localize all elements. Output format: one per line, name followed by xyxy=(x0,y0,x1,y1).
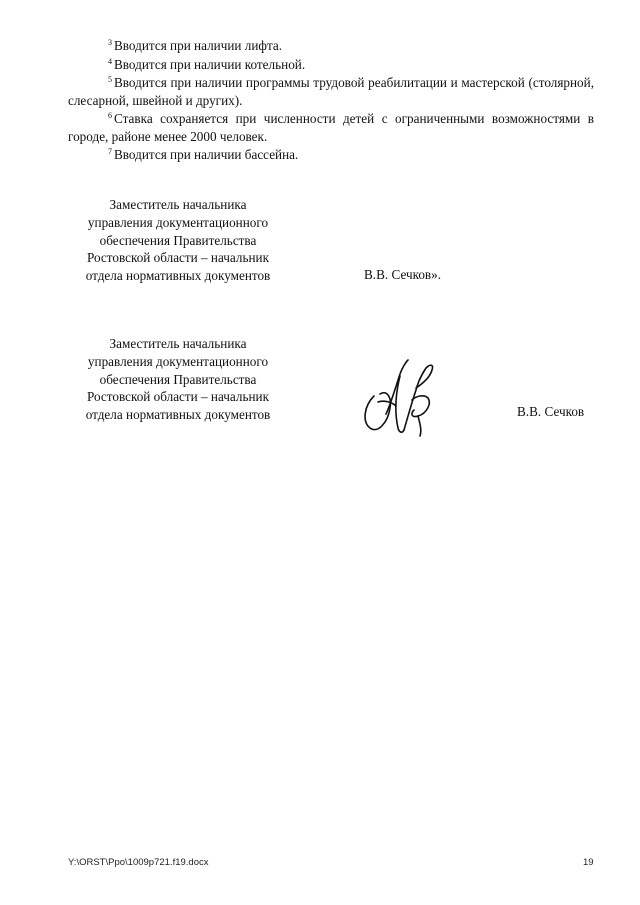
footnote-text: Вводится при наличии программы трудовой реабилитации и мастерской (столярной, слесарной, швейной и других). xyxy=(68,75,594,108)
title-line: отдела нормативных документов xyxy=(85,407,271,423)
title-line: управления документационного xyxy=(87,353,269,369)
footnote-text: Ставка сохраняется при численности детей с ограниченными возможностями в городе, районе менее 2000 человек. xyxy=(68,111,594,144)
footnote-text: Вводится при наличии котельной. xyxy=(114,57,306,72)
footnote-number: 3 xyxy=(108,38,112,47)
title-line: управления документационного xyxy=(87,214,269,230)
footer-file-path: Y:\ORST\Ppo\1009p721.f19.docx xyxy=(68,857,209,868)
title-line: Заместитель начальника xyxy=(109,197,247,212)
title-line: Заместитель начальника xyxy=(109,336,247,351)
signatory-title-2 xyxy=(60,335,296,424)
footnote-5 xyxy=(68,71,594,109)
footnote-number: 6 xyxy=(108,111,112,120)
footnote-text: Вводится при наличии бассейна. xyxy=(114,147,299,162)
footnote-3 xyxy=(68,34,594,55)
footnote-number: 5 xyxy=(108,75,112,84)
footnote-number: 7 xyxy=(108,147,112,156)
handwritten-signature xyxy=(360,356,440,438)
footnote-6 xyxy=(68,107,594,145)
signatory-title-1 xyxy=(60,196,296,285)
signatory-name-1: В.В. Сечков». xyxy=(364,267,442,282)
title-line: обеспечения Правительства xyxy=(99,232,257,248)
footnote-number: 4 xyxy=(108,57,112,66)
page-number: 19 xyxy=(583,857,594,868)
footnote-text: Вводится при наличии лифта. xyxy=(114,38,283,53)
signatory-name-2: В.В. Сечков xyxy=(517,404,585,419)
title-line: отдела нормативных документов xyxy=(85,268,271,284)
title-line: обеспечения Правительства xyxy=(99,371,257,387)
title-line: Ростовской области – начальник xyxy=(86,389,270,405)
title-line: Ростовской области – начальник xyxy=(86,250,270,266)
footnote-7 xyxy=(68,143,594,164)
